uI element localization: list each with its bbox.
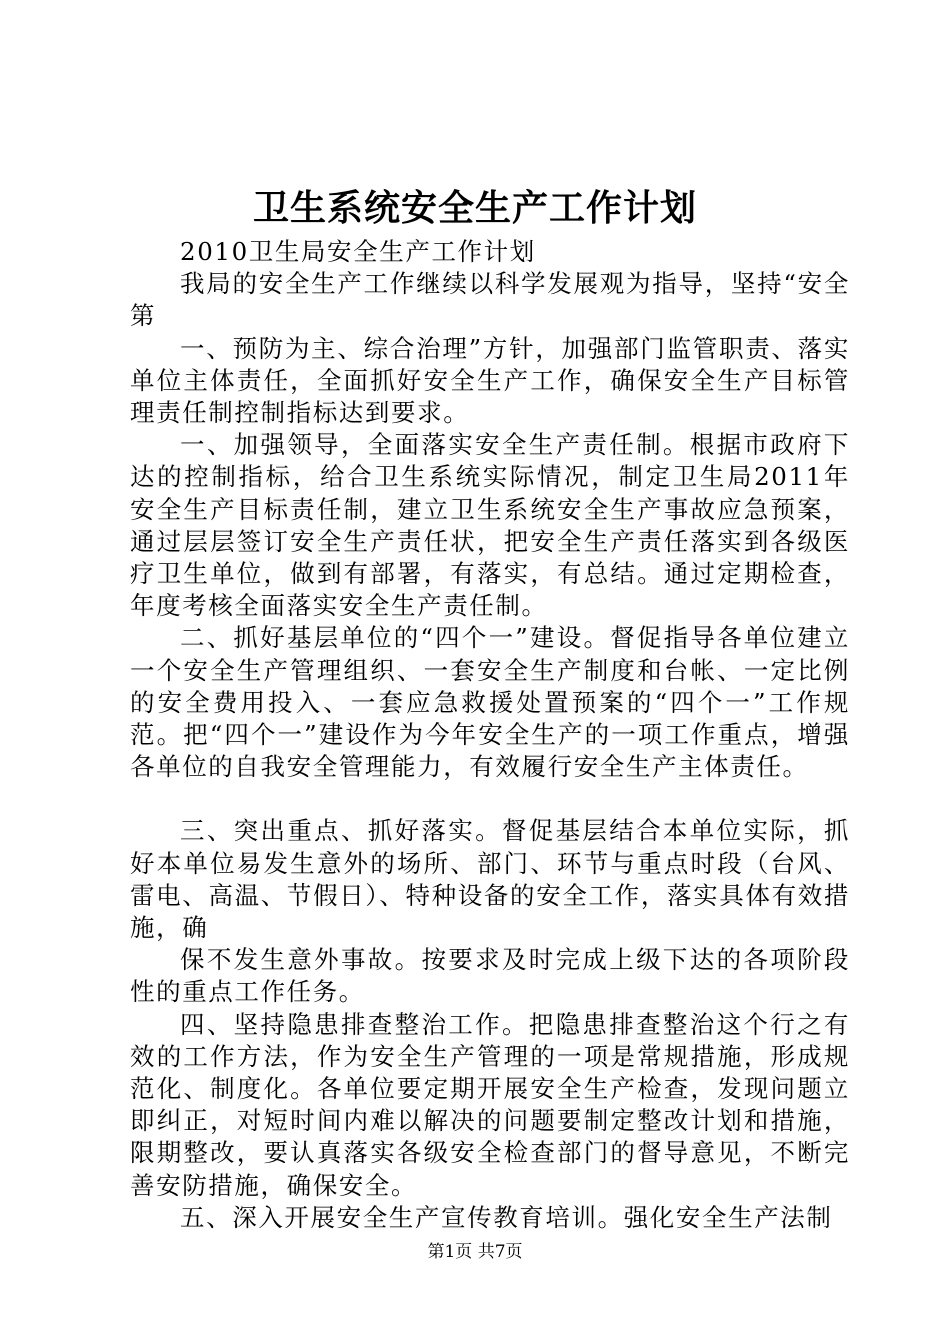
document-body (130, 236, 850, 1234)
section-3-continued-paragraph: 保不发生意外事故。按要求及时完成上级下达的各项阶段性的重点工作任务。 (130, 945, 850, 1007)
section-2-paragraph: 二、抓好基层单位的“四个一”建设。督促指导各单位建立一个安全生产管理组织、一套安全生产制度和台帐、一定比例的安全费用投入、一套应急救援处置预案的“四个一”工作规范。把“四个一”建设作为今年安全生产的一项工作重点，增强各单位的自我安全管理能力，有效履行安全生产主体责任。 (130, 623, 850, 782)
subtitle-paragraph: 2010卫生局安全生产工作计划 (180, 237, 536, 266)
policy-paragraph: 一、预防为主、综合治理”方针，加强部门监管职责、落实单位主体责任，全面抓好安全生产工作，确保安全生产目标管理责任制控制指标达到要求。 (130, 333, 850, 428)
intro-paragraph: 我局的安全生产工作继续以科学发展观为指导，坚持“安全第 (130, 269, 850, 331)
section-1-paragraph: 一、加强领导，全面落实安全生产责任制。根据市政府下达的控制指标，给合卫生系统实际情况，制定卫生局2011年安全生产目标责任制，建立卫生系统安全生产事故应急预案，通过层层签订安全生产责任状，把安全生产责任落实到各级医疗卫生单位，做到有部署，有落实，有总结。通过定期检查，年度考核全面落实安全生产责任制。 (130, 430, 850, 621)
section-5-paragraph: 五、深入开展安全生产宣传教育培训。强化安全生产法制 (180, 1202, 833, 1232)
page-number-footer: 第1页 共7页 (427, 1242, 523, 1262)
document-title: 卫生系统安全生产工作计划 (252, 187, 697, 229)
section-3-paragraph: 三、突出重点、抓好落实。督促基层结合本单位实际，抓好本单位易发生意外的场所、部门、环节与重点时段（台风、雷电、高温、节假日）、特种设备的安全工作，落实具体有效措施，确 (130, 816, 850, 943)
section-4-paragraph: 四、坚持隐患排查整治工作。把隐患排查整治这个行之有效的工作方法，作为安全生产管理的一项是常规措施，形成规范化、制度化。各单位要定期开展安全生产检查，发现问题立即纠正，对短时间内难以解决的问题要制定整改计划和措施，限期整改，要认真落实各级安全检查部门的督导意见，不断完善安防措施，确保安全。 (130, 1009, 850, 1200)
